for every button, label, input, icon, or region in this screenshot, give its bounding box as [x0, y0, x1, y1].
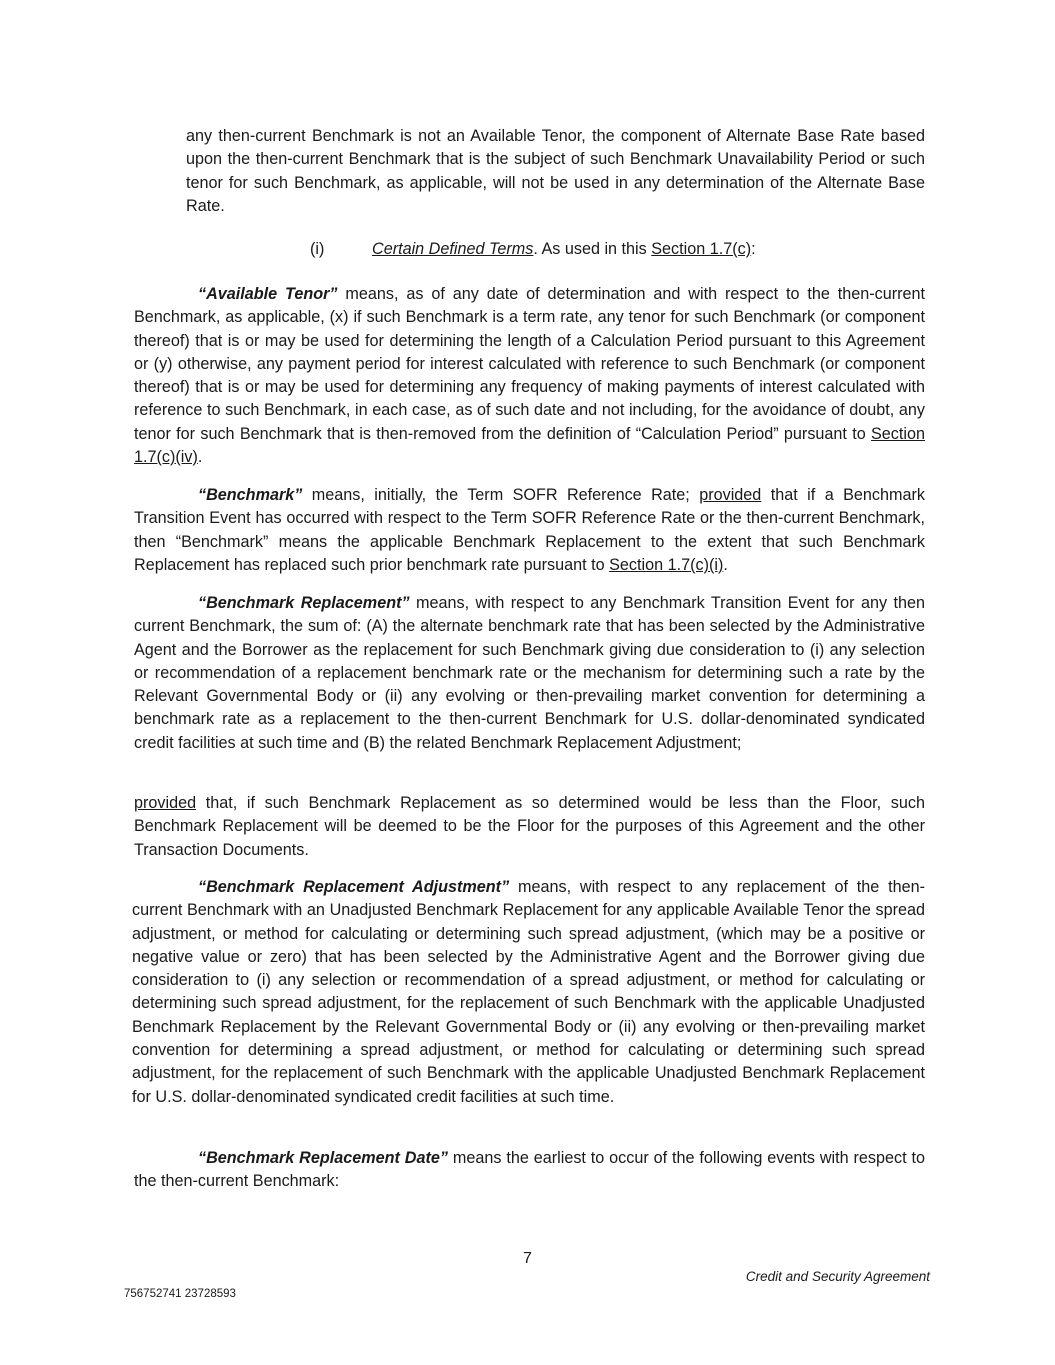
document-id: 756752741 23728593 [124, 1288, 236, 1300]
definition-text: means, as of any date of determination and with respect to the then-current Benchmark, as applicable, (x) if such Benchmark is a term rate, any tenor for such Benchmark (or component thereof) that is or may be used for determining the length of a Calculation Period pursuant to this Agreement or (y) otherwise, any payment period for interest calculated with reference to such Benchmark (or component thereof) that is or may be used for determining any frequency of making payments of interest calculated with reference to such Benchmark, in each case, as of such date and not including, for the avoidance of doubt, any tenor for such Benchmark that is then-removed from the definition of “Calculation Period” pursuant to [134, 285, 925, 443]
definition-text: means, with respect to any replacement of the then-current Benchmark with an Unadjusted Benchmark Replacement for any applicable Available Tenor the spread adjustment, or method for calculating or determining such spread adjustment, (which may be a positive or negative value or zero) that has been selected by the Administrative Agent and the Borrower giving due consideration to (i) any selection or recommendation of a spread adjustment, or method for calculating or determining such spread adjustment, for the replacement of such Benchmark with the applicable Unadjusted Benchmark Replacement by the Relevant Governmental Body or (ii) any evolving or then-prevailing market convention for determining a spread adjustment, or method for calculating or determining such spread adjustment, for the replacement of such Benchmark with the applicable Unadjusted Benchmark Replacement for U.S. dollar-denominated syndicated credit facilities at such time. [132, 878, 925, 1106]
subsection-title: Certain Defined Terms [372, 240, 534, 258]
provided-word: provided [699, 486, 762, 504]
definition-text: means, initially, the Term SOFR Reference Rate; [302, 486, 700, 504]
provided-word: provided [134, 794, 197, 812]
defined-term: “Benchmark” [198, 486, 303, 504]
subsection-intro: . As used in this [533, 240, 652, 258]
section-reference: Section 1.7(c)(iv) [134, 424, 925, 467]
defined-term: “Benchmark Replacement Date” [198, 1149, 448, 1167]
definition-text: means, with respect to any Benchmark Transition Event for any then current Benchmark, the sum of: (A) the alternate benchmark rate that has been selected by the Administrative Agent and the Borrower as the replacement for such Benchmark giving due consideration to (i) any selection or recommendation of a replacement benchmark rate or the mechanism for determining such a rate by the Relevant Governmental Body or (ii) any evolving or then-prevailing market convention for determining a benchmark rate as a replacement to the then-current Benchmark for U.S. dollar-denominated syndicated credit facilities at such time and (B) the related Benchmark Replacement Adjustment; [134, 594, 925, 752]
subsection-end: : [751, 240, 756, 258]
footer-document-title: Credit and Security Agreement [745, 1269, 930, 1284]
definition-available-tenor: “Available Tenor” means, as of any date of determination and with respect to the then-current Benchmark, as applicable, (x) if such Benchmark is a term rate, any tenor for such Benchmark (or component thereof) that is or may be used for determining the length of a Calculation Period pursuant to this Agreement or (y) otherwise, any payment period for interest calculated with reference to such Benchmark (or component thereof) that is or may be used for determining any frequency of making payments of interest calculated with reference to such Benchmark, in each case, as of such date and not including, for the avoidance of doubt, any tenor for such Benchmark that is then-removed from the definition of “Calculation Period” pursuant to Section 1.7(c)(iv). [134, 285, 925, 467]
definition-benchmark: “Benchmark” means, initially, the Term SOFR Reference Rate; provided that if a Benchmark Transition Event has occurred with respect to the Term SOFR Reference Rate or the then-current Benchmark, then “Benchmark” means the applicable Benchmark Replacement to the extent that such Benchmark Replacement has replaced such prior benchmark rate pursuant to Section 1.7(c)(i). [134, 486, 925, 574]
subsection-heading [310, 238, 756, 261]
section-reference: Section 1.7(c)(i) [609, 555, 724, 574]
paragraph-continuation-text: any then-current Benchmark is not an Available Tenor, the component of Alternate Base Rate based upon the then-current Benchmark that is the subject of such Benchmark Unavailability Period or such tenor for such Benchmark, as applicable, will not be used in any determination of the Alternate Base Rate. [186, 127, 925, 215]
definition-text: that if a Benchmark Transition Event has occurred with respect to the Term SOFR Reference Rate or the then-current Benchmark, then “Benchmark” means the applicable Benchmark Replacement to the extent that such Benchmark Replacement has replaced such prior benchmark rate pursuant to [134, 486, 925, 574]
proviso-paragraph [134, 792, 925, 862]
page-number: 7 [523, 1250, 532, 1267]
defined-term: “Benchmark Replacement Adjustment” [198, 878, 510, 896]
defined-term: “Benchmark Replacement” [198, 594, 410, 612]
proviso-text: that, if such Benchmark Replacement as so determined would be less than the Floor, such Benchmark Replacement will be deemed to be the Floor for the purposes of this Agreement and the other Transaction Documents. [134, 794, 925, 859]
definition-benchmark-replacement-date [134, 1147, 925, 1194]
subsection-section-ref: Section 1.7(c) [651, 240, 752, 258]
definition-text: means the earliest to occur of the following events with respect to the then-current Benchmark: [134, 1149, 925, 1191]
defined-term: “Available Tenor” [198, 285, 338, 303]
definition-benchmark-replacement [134, 592, 925, 755]
definition-benchmark-replacement-adjustment [132, 876, 925, 1109]
paragraph-continuation [186, 125, 925, 218]
subsection-number: (i) [310, 240, 325, 258]
